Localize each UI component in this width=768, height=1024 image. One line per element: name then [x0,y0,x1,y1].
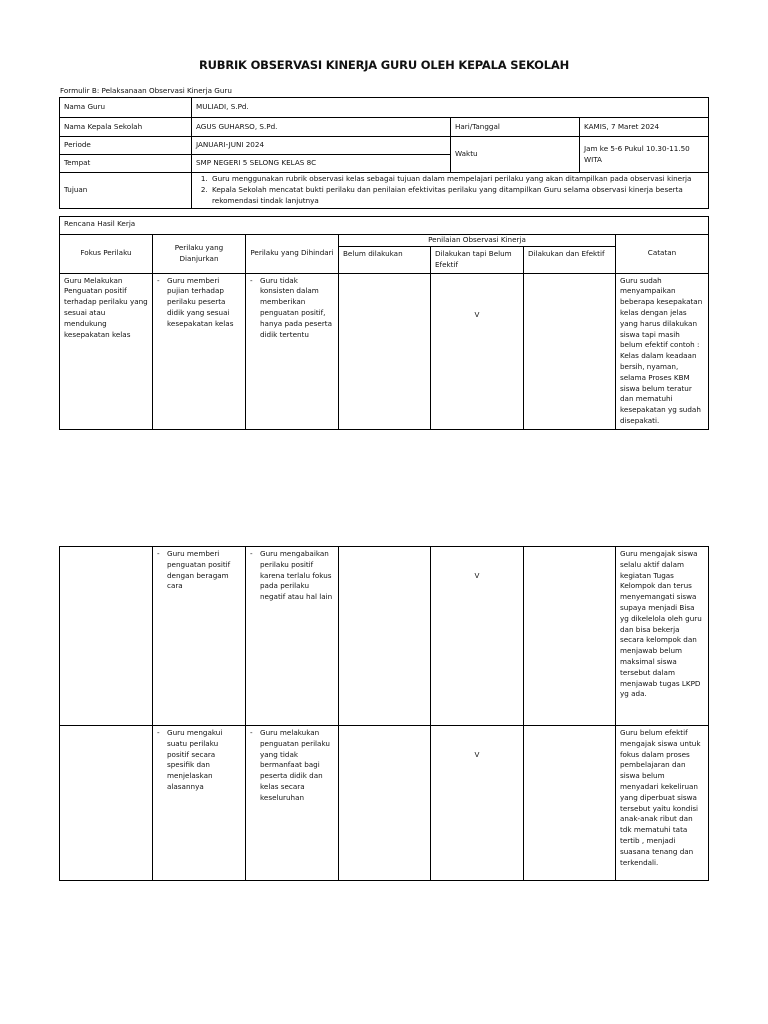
header-belum-dilakukan: Belum dilakukan [339,247,431,274]
nama-guru-value: MULIADI, S.Pd. [192,98,709,118]
dilakukan-efektif-cell [524,726,616,881]
tempat-label: Tempat [60,155,192,173]
dihindari-cell [246,547,339,726]
header-dilakukan-belum-efektif: Dilakukan tapi Belum Efektif [431,247,524,274]
dihindari-text: Guru melakukan penguatan perilaku yang tidak bermanfaat bagi peserta didik dan kelas secara keseluruhan [260,728,330,802]
dash-bullet: - [157,549,160,558]
dianjurkan-cell [153,726,246,881]
dilakukan-belum-efektif-mark: V [431,547,524,726]
waktu-label: Waktu [451,137,580,173]
belum-dilakukan-cell [339,547,431,726]
dilakukan-belum-efektif-mark: V [431,726,524,881]
dianjurkan-cell [153,273,246,429]
catatan-cell: Guru mengajak siswa selalu aktif dalam kegiatan Tugas Kelompok dan terus menyemangati siswa supaya menjadi Bisa yg dikelelola oleh guru dan bisa bekerja secara kelompok dan menjawab belum maksimal siswa tersebut dalam menjawab tugas LKPD yg ada. [616,547,709,726]
tujuan-label: Tujuan [60,173,192,209]
rencana-table-continued [59,546,709,881]
periode-value: JANUARI-JUNI 2024 [192,137,451,155]
table-row [60,273,709,429]
page-title: RUBRIK OBSERVASI KINERJA GURU OLEH KEPALA SEKOLAH [198,58,570,72]
fokus-cell [60,547,153,726]
dihindari-text: Guru mengabaikan perilaku positif karena terlalu fokus pada perilaku negatif atau hal lain [260,549,333,602]
tujuan-item: 1. Guru menggunakan rubrik observasi kelas sebagai tujuan dalam mempelajari perilaku yang akan ditampilkan pada observasi kinerja [210,174,704,185]
fokus-cell [60,726,153,881]
hari-tanggal-label: Hari/Tanggal [451,118,580,137]
tujuan-item: 2. Kepala Sekolah mencatat bukti perilaku dan penilaian efektivitas perilaku yang ditampilkan Guru selama observasi kinerja beserta rekomendasi tindak lanjutnya [210,185,704,207]
header-penilaian: Penilaian Observasi Kinerja [339,235,616,247]
catatan-cell: Guru sudah menyampaikan beberapa kesepakatan kelas dengan jelas yang harus dilakukan siswa tapi masih belum efektif contoh : Kelas dalam keadaan bersih, nyaman, selama Proses KBM siswa belum teratur dan mematuhi kesepakatan yg sudah disepakati. [616,273,709,429]
form-label: Formulir B: Pelaksanaan Observasi Kinerja Guru [60,86,232,95]
dianjurkan-cell [153,547,246,726]
dilakukan-efektif-cell [524,547,616,726]
rencana-table [59,216,709,430]
dilakukan-belum-efektif-mark: V [431,273,524,429]
rencana-section-label: Rencana Hasil Kerja [60,217,709,235]
belum-dilakukan-cell [339,726,431,881]
header-dianjurkan: Perilaku yang Dianjurkan [153,235,246,274]
kepala-sekolah-label: Nama Kepala Sekolah [60,118,192,137]
header-dihindari: Perilaku yang Dihindari [246,235,339,274]
nama-guru-label: Nama Guru [60,98,192,118]
belum-dilakukan-cell [339,273,431,429]
tempat-value: SMP NEGERI 5 SELONG KELAS 8C [192,155,451,173]
tujuan-list-cell [192,173,709,209]
fokus-cell: Guru Melakukan Penguatan positif terhadap perilaku yang sesuai atau mendukung kesepakatan kelas [60,273,153,429]
header-dilakukan-efektif: Dilakukan dan Efektif [524,247,616,274]
dihindari-cell [246,726,339,881]
hari-tanggal-value: KAMIS, 7 Maret 2024 [580,118,709,137]
dash-bullet: - [157,275,160,285]
dash-bullet: - [250,275,253,285]
kepala-sekolah-value: AGUS GUHARSO, S.Pd. [192,118,451,137]
dilakukan-efektif-cell [524,273,616,429]
periode-label: Periode [60,137,192,155]
catatan-cell: Guru belum efektif mengajak siswa untuk fokus dalam proses pembelajaran dan siswa belum menyadari kekeliruan yang diperbuat siswa tersebut yaitu kondisi anak-anak ribut dan tdk mematuhi tata tertib , menjadi suasana tenang dan terkendali. [616,726,709,881]
info-table [59,97,709,209]
dianjurkan-text: Guru memberi penguatan positif dengan beragam cara [167,549,231,591]
dianjurkan-text: Guru memberi pujian terhadap perilaku peserta didik yang sesuai kesepakatan kelas [167,275,234,328]
dash-bullet: - [157,728,160,737]
dash-bullet: - [250,549,253,558]
table-row [60,726,709,881]
header-fokus: Fokus Perilaku [60,235,153,274]
tujuan-list [196,174,704,206]
header-catatan: Catatan [616,235,709,274]
dihindari-text: Guru tidak konsisten dalam memberikan penguatan positif, hanya pada peserta didik tertentu [260,275,333,339]
dash-bullet: - [250,728,253,737]
waktu-value: Jam ke 5-6 Pukul 10.30-11.50 WITA [580,137,709,173]
dihindari-cell [246,273,339,429]
dianjurkan-text: Guru mengakui suatu perilaku positif secara spesifik dan menjelaskan alasannya [167,728,223,791]
table-row [60,547,709,726]
